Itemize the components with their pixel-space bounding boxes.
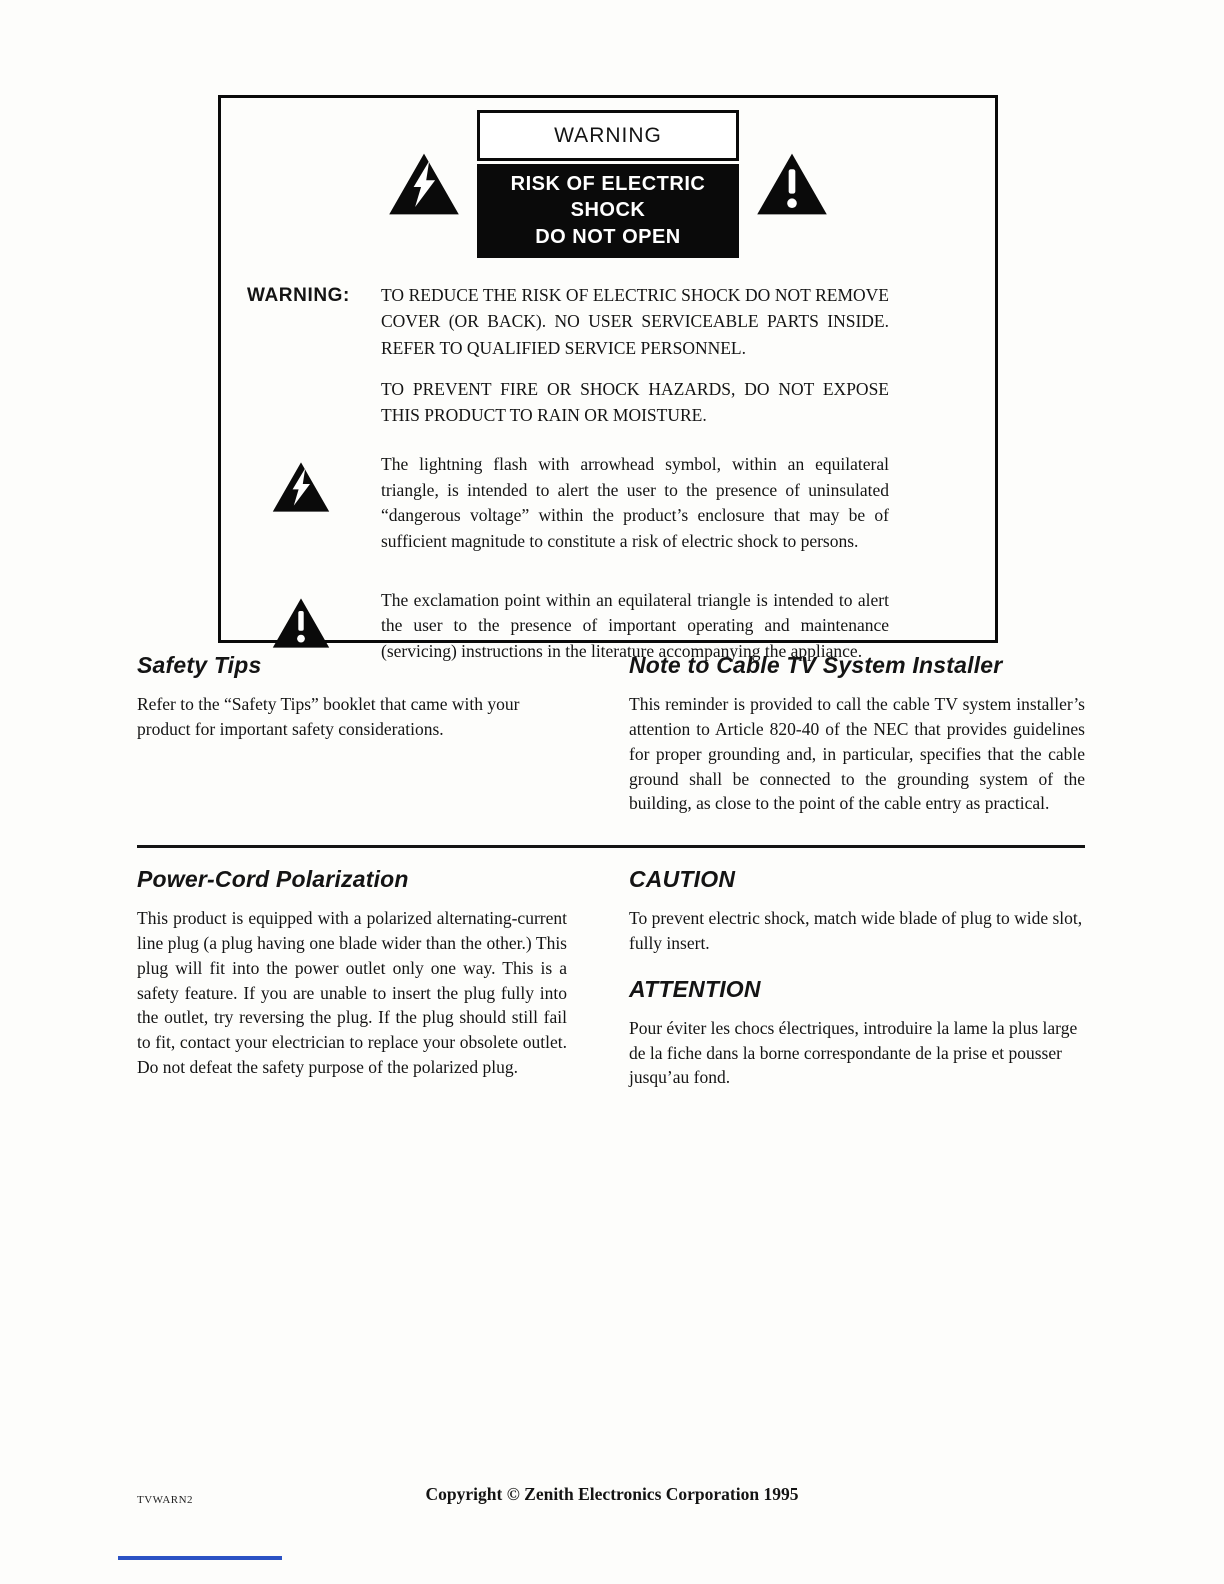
caution-body: To prevent electric shock, match wide blade of plug to wide slot, fully insert. <box>629 908 1083 953</box>
risk-of-shock-banner <box>477 164 739 258</box>
power-cord-column <box>137 866 567 1090</box>
caution-heading: CAUTION <box>629 866 736 892</box>
lightning-explanation-text: The lightning flash with arrowhead symbol, within an equilateral triangle, is intended to alert the user to the presence of uninsulated “dangerous voltage” within the product’s enclosure that may be of sufficient magnitude to constitute a risk of electric shock to persons. <box>381 454 889 551</box>
exclamation-triangle-icon <box>755 151 829 217</box>
document-code: TVWARN2 <box>137 1494 194 1506</box>
power-cord-heading: Power-Cord Polarization <box>137 866 409 892</box>
warning-paragraph-2: TO PREVENT FIRE OR SHOCK HAZARDS, DO NOT EXPOSE THIS PRODUCT TO RAIN OR MOISTURE. <box>381 378 889 426</box>
section-power-and-caution <box>137 866 1085 1090</box>
lightning-triangle-icon <box>271 460 331 514</box>
warning-panel <box>218 95 998 661</box>
risk-line-1: RISK OF ELECTRIC SHOCK <box>510 173 706 222</box>
safety-tips-body: Refer to the “Safety Tips” booklet that came with your product for important safety considerations. <box>137 694 520 739</box>
copyright-line: Copyright © Zenith Electronics Corporation 1995 <box>425 1484 799 1504</box>
warning-label: WARNING: <box>247 285 350 307</box>
exclamation-explanation-text: The exclamation point within an equilateral triangle is intended to alert the user to the presence of important operating and maintenance (servicing) instructions in the literature accompanying the appliance. <box>381 589 889 661</box>
safety-tips-column <box>137 652 567 816</box>
cable-installer-heading: Note to Cable TV System Installer <box>629 652 1003 678</box>
risk-line-2: DO NOT OPEN <box>535 225 681 248</box>
attention-body: Pour éviter les chocs électriques, introduire la lame la plus large de la fiche dans la borne correspondante de la prise et pousser jusqu’au fond. <box>629 1017 1078 1088</box>
lightning-explanation-row <box>221 452 995 554</box>
safety-tips-heading: Safety Tips <box>137 652 262 678</box>
cable-installer-body: This reminder is provided to call the cable TV system installer’s attention to Article 820-40 of the NEC that provides guidelines for proper grounding and, in particular, specifies that the cable ground shall be connected to the grounding system of the building, as close to the point of the cable entry as practical. <box>629 694 1085 814</box>
warning-paragraph-1: TO REDUCE THE RISK OF ELECTRIC SHOCK DO NOT REMOVE COVER (OR BACK). NO USER SERVICEABLE PARTS INSIDE. REFER TO QUALIFIED SERVICE PERSONNEL. <box>381 285 889 358</box>
warning-statement-text <box>381 282 889 428</box>
bottom-blue-line <box>118 1556 282 1560</box>
attention-heading: ATTENTION <box>629 975 761 1002</box>
horizontal-divider <box>137 845 1085 848</box>
exclamation-triangle-icon <box>271 596 331 650</box>
warning-statement-row <box>221 282 995 428</box>
warning-panel-header <box>221 110 995 258</box>
lightning-triangle-icon <box>387 151 461 217</box>
caution-attention-column <box>629 866 1085 1090</box>
warning-header-stack <box>477 110 739 258</box>
cable-installer-column <box>629 652 1085 816</box>
lightning-icon-cell <box>221 452 381 554</box>
power-cord-body: This product is equipped with a polarized alternating-current line plug (a plug having one blade wider than the other.) This plug will fit into the power outlet only one way. This is a safety feature. If you are unable to insert the plug fully into the outlet, try reversing the plug. If the plug should still fail to fit, contact your electrician to replace your obsolete outlet. Do not defeat the safety purpose of the polarized plug. <box>137 908 567 1078</box>
section-safety-and-cable <box>137 652 1085 816</box>
warning-title: WARNING <box>477 110 739 161</box>
